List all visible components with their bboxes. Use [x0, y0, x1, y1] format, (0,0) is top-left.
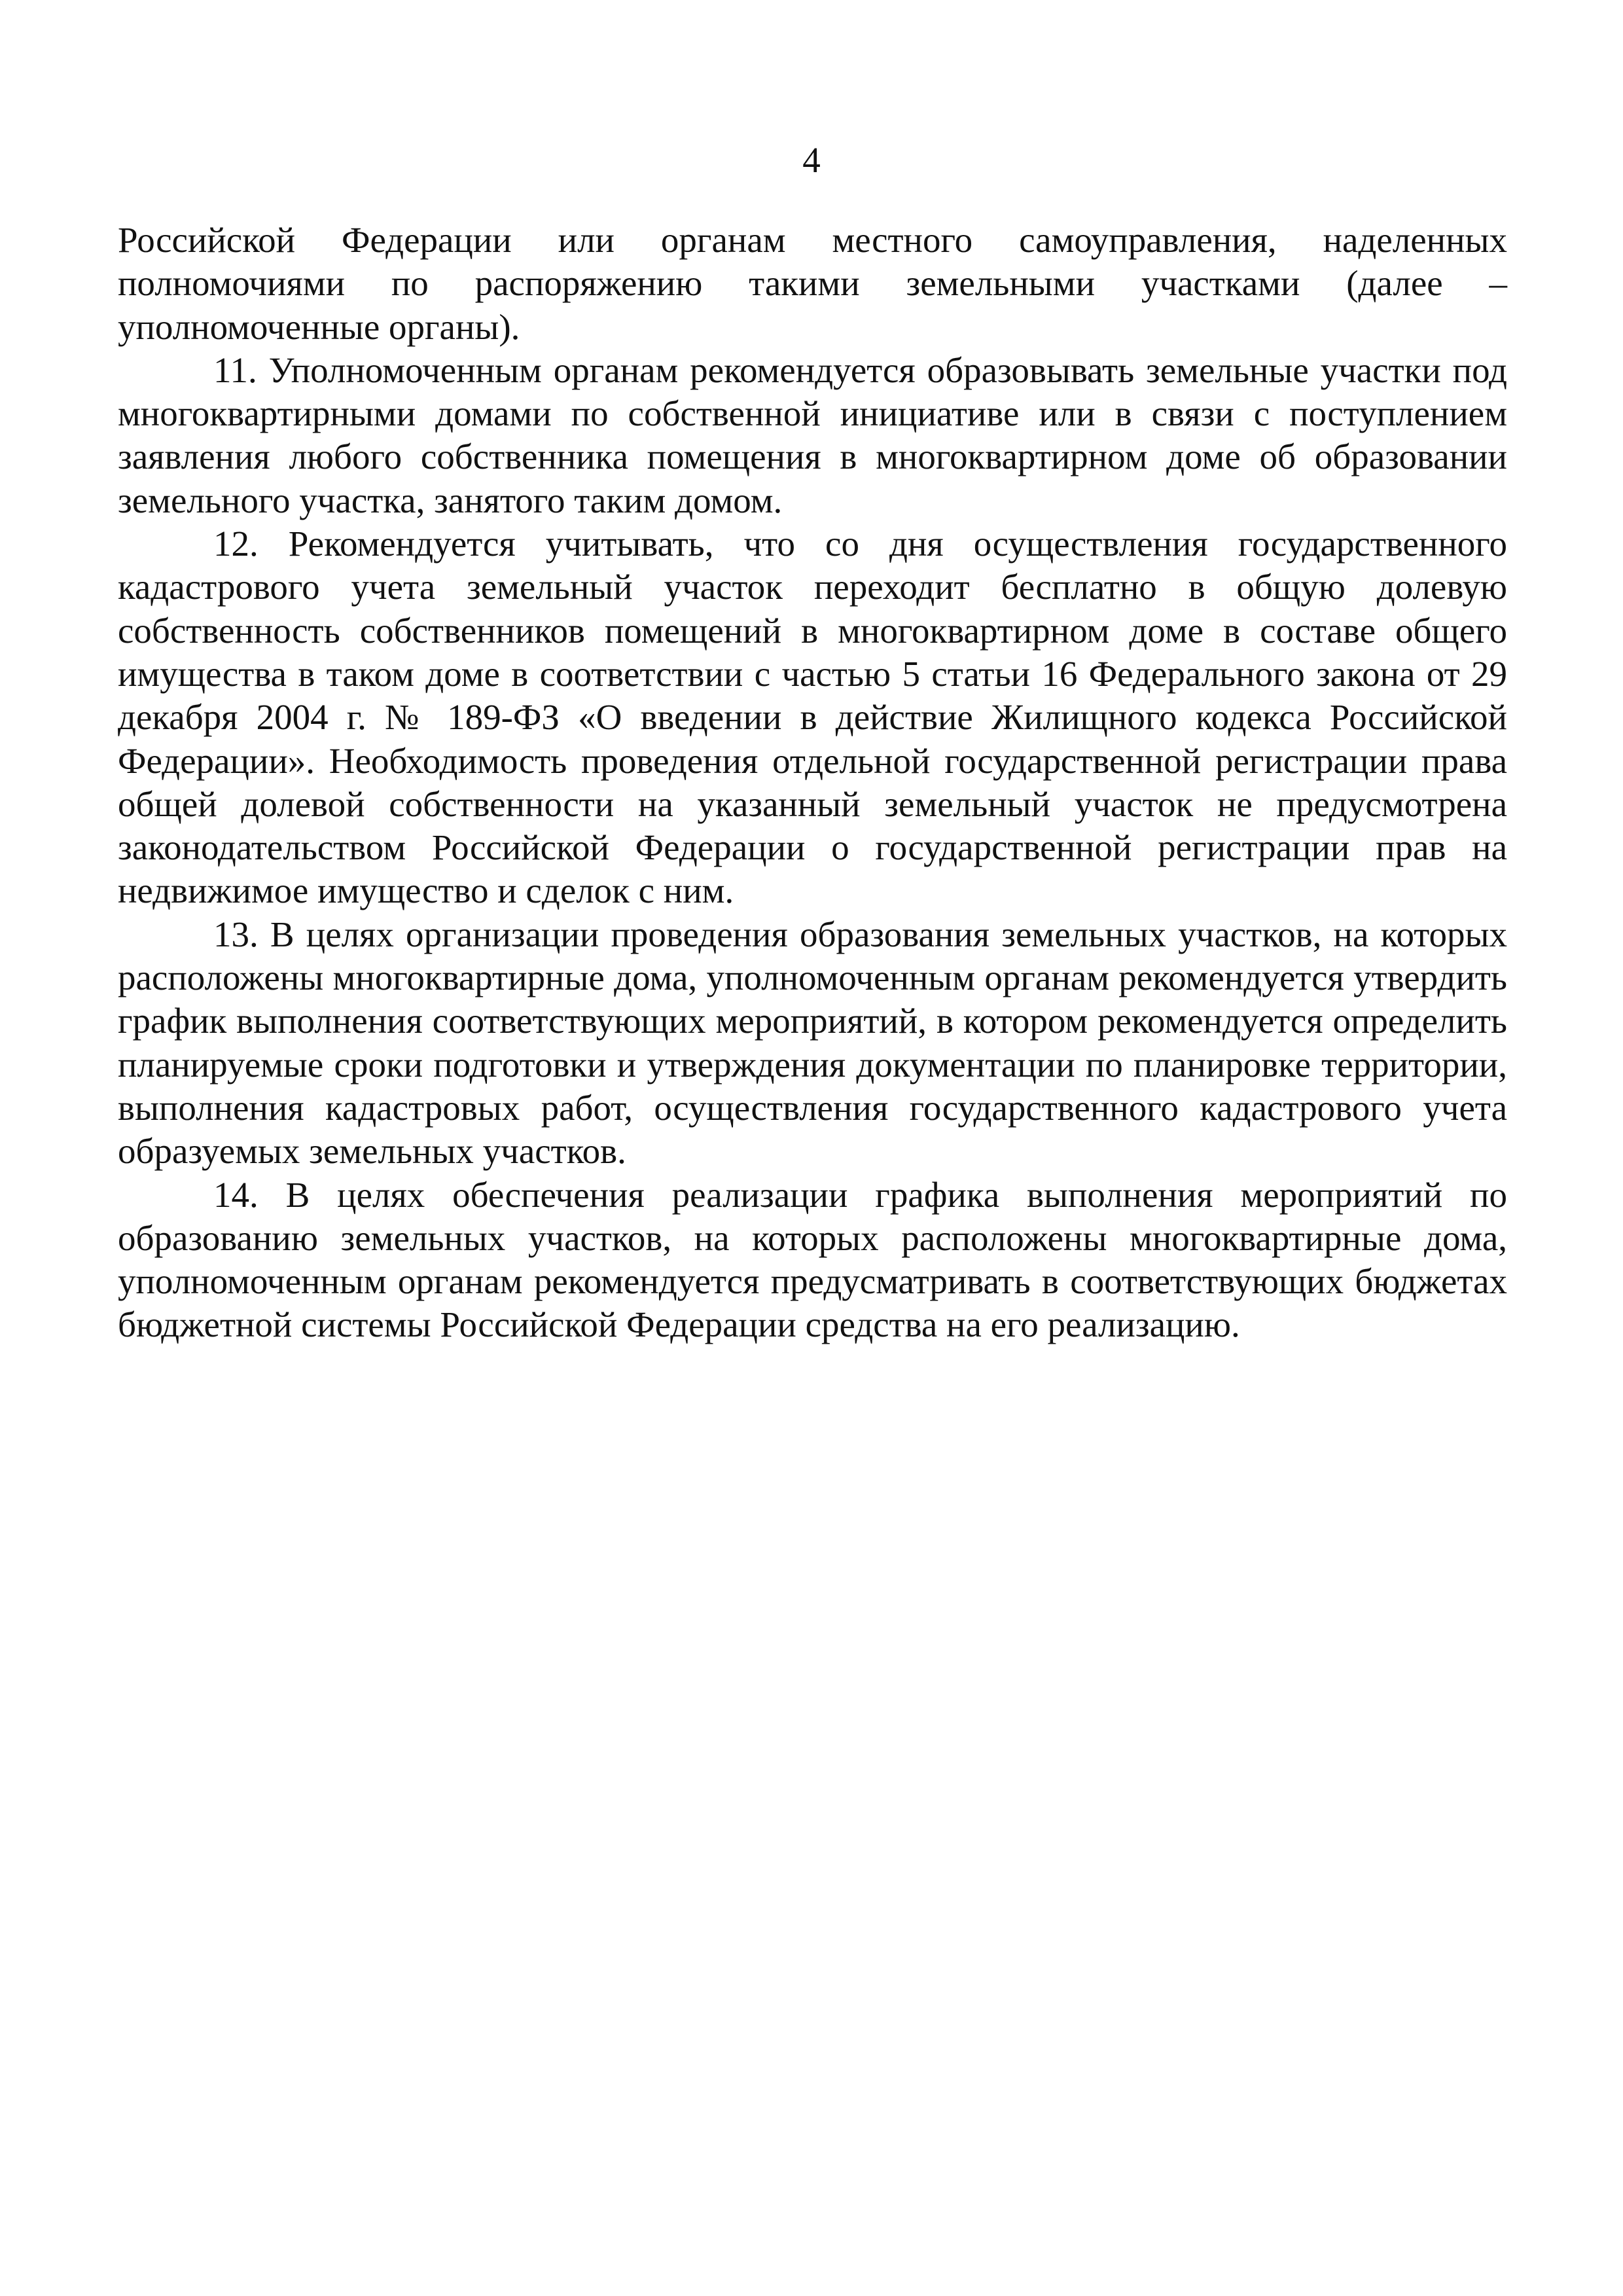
document-body — [118, 219, 1507, 1347]
paragraph-continuation: Российской Федерации или органам местного самоуправления, наделенных полномочиями по распоряжению такими земельными участками (далее – уполномоченные органы). — [118, 220, 1507, 347]
paragraph-13: 13. В целях организации проведения образования земельных участков, на которых расположены многоквартирные дома, уполномоченным органам рекомендуется утвердить график выполнения соответствующих мероприятий, в котором рекомендуется определить планируемые сроки подготовки и утверждения документации по планировке территории, выполнения кадастровых работ, осуществления государственного кадастрового учета образуемых земельных участков. — [118, 914, 1507, 1172]
paragraph-11: 11. Уполномоченным органам рекомендуется образовывать земельные участки под многоквартирными домами по собственной инициативе или в связи с поступлением заявления любого собственника помещения в многоквартирном доме об образовании земельного участка, занятого таким домом. — [118, 350, 1507, 520]
page-number: 4 — [802, 140, 821, 180]
paragraph-12: 12. Рекомендуется учитывать, что со дня осуществления государственного кадастрового учета земельный участок переходит бесплатно в общую долевую собственность собственников помещений в многоквартирном доме в составе общего имущества в таком доме в соответствии с частью 5 статьи 16 Федерального закона от 29 декабря 2004 г. № 189-ФЗ «О введении в действие Жилищного кодекса Российской Федерации». Необходимость проведения отдельной государственной регистрации права общей долевой собственности на указанный земельный участок не предусмотрена законодательством Российской Федерации о государственной регистрации прав на недвижимое имущество и сделок с ним. — [118, 524, 1507, 911]
paragraph-14: 14. В целях обеспечения реализации графика выполнения мероприятий по образованию земельных участков, на которых расположены многоквартирные дома, уполномоченным органам рекомендуется предусматривать в соответствующих бюджетах бюджетной системы Российской Федерации средства на его реализацию. — [118, 1174, 1507, 1345]
